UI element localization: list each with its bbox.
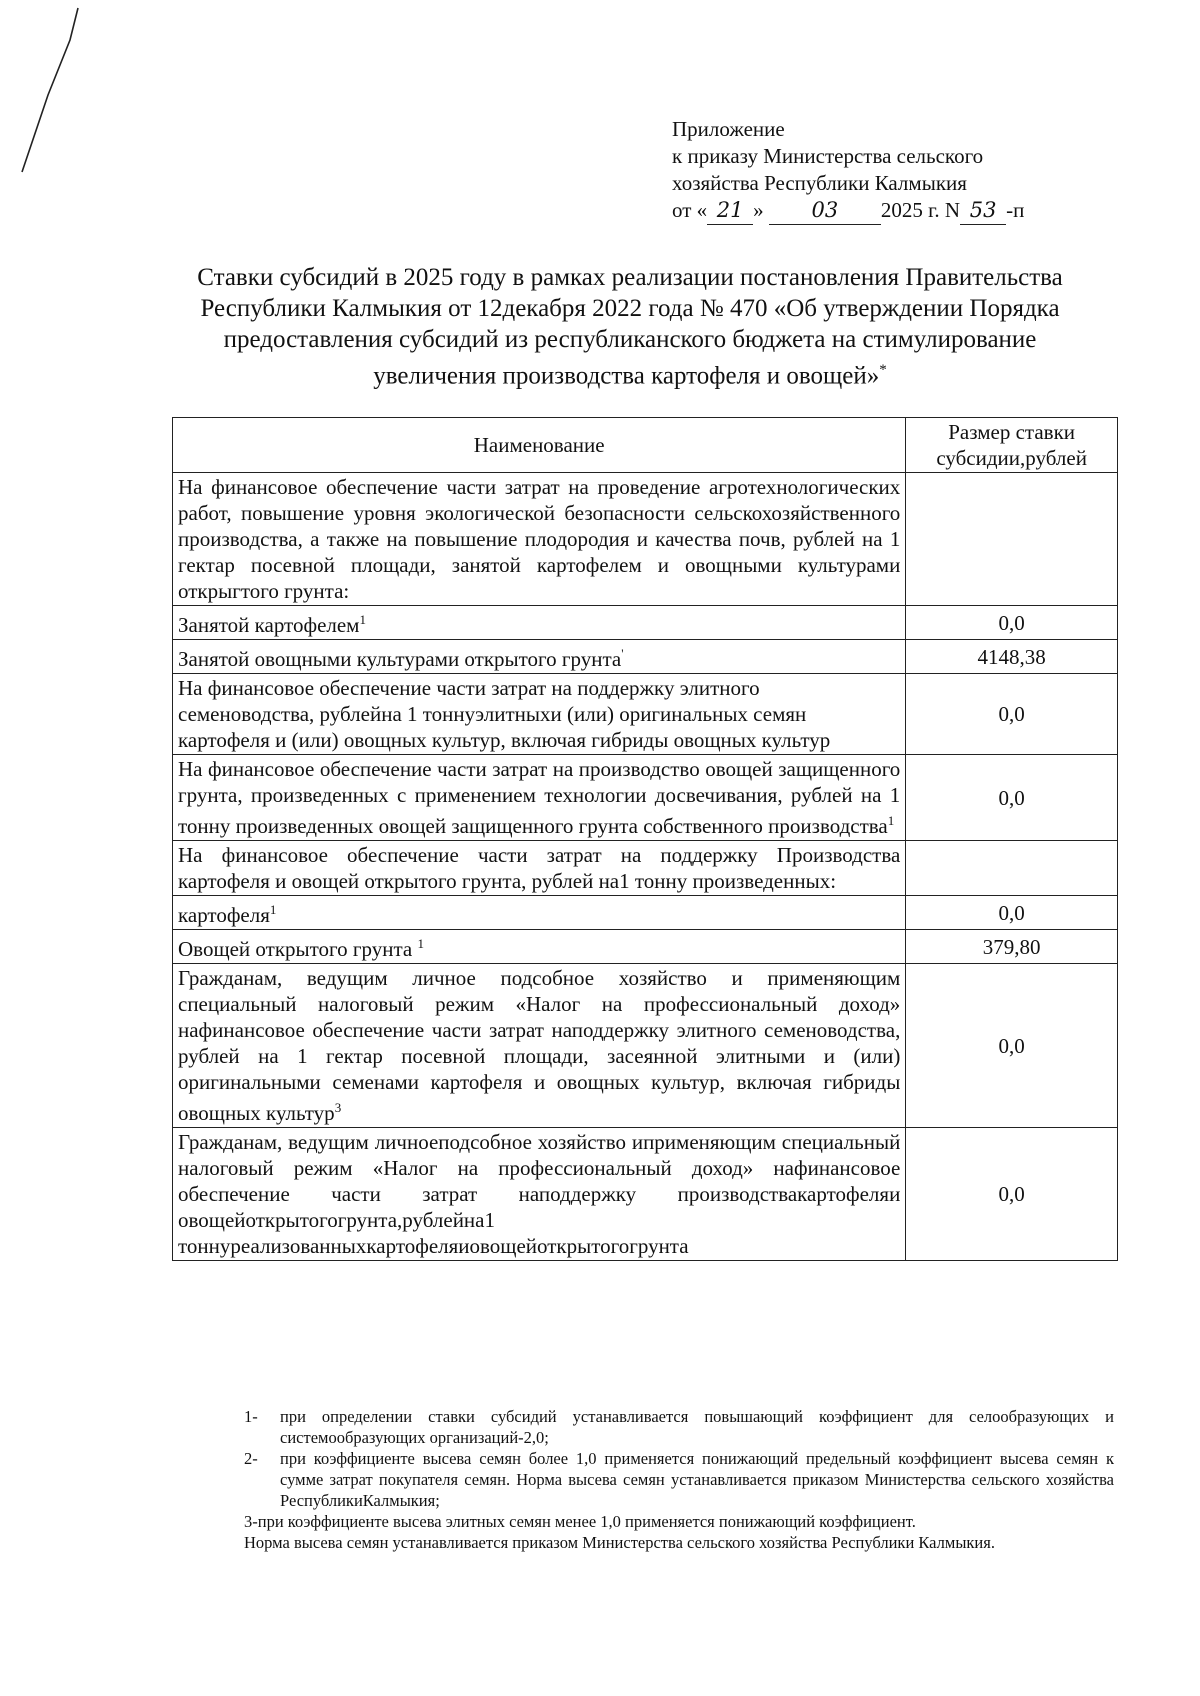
table-row	[173, 841, 1118, 896]
appendix-header	[672, 116, 1092, 225]
row-name: На финансовое обеспечение части затрат на проведение агротехнологических работ, повышение уровня экологической безопасности сельскохозяйственного производства, а также на повышение плодородия и качества почв, рублей на 1 гектар посевной площади, занятой картофелем и овощными культурами открыгтого грунта:	[173, 473, 906, 606]
row-name	[173, 896, 906, 930]
handwritten-day: 21	[707, 197, 753, 225]
appendix-line-1: Приложение	[672, 117, 785, 141]
footnote-ref: 1	[417, 936, 424, 951]
row-value: 0,0	[906, 674, 1118, 755]
table-row	[173, 1128, 1118, 1261]
order-suffix: -п	[1006, 198, 1025, 222]
row-value: 4148,38	[906, 640, 1118, 674]
date-year: 2025 г. N	[880, 198, 961, 222]
date-prefix: от «	[672, 198, 708, 222]
scan-artifact-line	[8, 0, 88, 180]
footnotes	[244, 1406, 1114, 1553]
appendix-line-3: хозяйства Республики Калмыкия	[672, 171, 967, 195]
table-row	[173, 640, 1118, 674]
title-text: Ставки субсидий в 2025 году в рамках реализации постановления Правительства Республики Калмыкия от 12декабря 2022 года № 470 «Об утверждении Порядка предоставления субсидий из республиканского бюджета на стимулирование увеличения производства картофеля и овощей»	[197, 264, 1063, 390]
row-name: На финансовое обеспечение части затрат на поддержку Производства картофеля и овощей открытого грунта, рублей на1 тонну произведенных:	[173, 841, 906, 896]
row-name	[173, 755, 906, 841]
row-value: 0,0	[906, 606, 1118, 640]
row-name	[173, 930, 906, 964]
table-row	[173, 755, 1118, 841]
row-name-text: картофеля	[178, 903, 270, 927]
footnote-number: 1-	[244, 1407, 258, 1426]
appendix-date-line	[672, 197, 1092, 225]
table-row	[173, 930, 1118, 964]
row-value: 379,80	[906, 930, 1118, 964]
table-row	[173, 473, 1118, 606]
footnote-number: 2-	[244, 1449, 258, 1468]
row-name	[173, 606, 906, 640]
document-title	[180, 262, 1080, 391]
row-value: 0,0	[906, 1128, 1118, 1261]
title-asterisk: *	[879, 362, 887, 378]
row-name-text: Гражданам, ведущим личное подсобное хозяйство и применяющим специальный налоговый режим «Налог на профессиональный доход» нафинансовое обеспечение части затрат наподдержку элитного семеноводства, рублей на 1 гектар посевной площади, засеянной элитными и (или) оригинальными семенами картофеля и овощных культур, включая гибриды овощных культур	[178, 966, 901, 1125]
header-value: Размер ставки субсидии,рублей	[906, 418, 1118, 473]
footnote-ref: 1	[269, 902, 277, 917]
appendix-line-2: к приказу Министерства сельского	[672, 144, 984, 168]
footnote-2	[244, 1448, 1114, 1511]
row-value	[906, 841, 1118, 896]
footnote-text: при определении ставки субсидий устанавливается повышающий коэффициент для селообразующих и системообразующих организаций-2,0;	[280, 1407, 1114, 1447]
row-value: 0,0	[906, 896, 1118, 930]
footnote-1	[244, 1406, 1114, 1448]
handwritten-month: 03	[769, 197, 881, 225]
date-mid: »	[753, 198, 764, 222]
table-header-row	[173, 418, 1118, 473]
row-name	[173, 640, 906, 674]
row-name-text: Овощей открытого грунта	[178, 937, 418, 961]
row-name	[173, 964, 906, 1128]
row-value: 0,0	[906, 964, 1118, 1128]
row-value	[906, 473, 1118, 606]
row-name-text: На финансовое обеспечение части затрат на производство овощей защищенного грунта, произведенных с применением технологии досвечивания, рублей на 1 тонну произведенных овощей защищенного грунта собственного производства	[178, 757, 901, 838]
row-name: На финансовое обеспечение части затрат на поддержку элитного семеноводства, рублейна 1 тоннуэлитныхи (или) оригинальных семян картофеля и (или) овощных культур, включая гибриды овощных культур	[173, 674, 906, 755]
footnote-3: 3-при коэффициенте высева элитных семян менее 1,0 применяется понижающий коэффициент.	[244, 1512, 916, 1531]
footnote-ref: 3	[334, 1100, 342, 1115]
table-row	[173, 964, 1118, 1128]
footnote-ref: 1	[359, 612, 366, 627]
footnote-4: Норма высева семян устанавливается приказом Министерства сельского хозяйства Республики Калмыкия.	[244, 1533, 995, 1552]
row-name-text: Занятой картофелем	[178, 613, 360, 637]
footnote-ref: 1	[887, 813, 895, 828]
footnote-text: при коэффициенте высева семян более 1,0 применяется понижающий предельный коэффициент высева семян к сумме затрат покупателя семян. Норма высева семян устанавливается приказом Министерства сельского хозяйства РеспубликиКалмыкия;	[280, 1449, 1114, 1510]
header-name: Наименование	[173, 418, 906, 473]
row-value: 0,0	[906, 755, 1118, 841]
row-name-text: Занятой овощными культурами открытого грунта	[178, 647, 622, 671]
row-name: Гражданам, ведущим личноеподсобное хозяйство иприменяющим специальный налоговый режим «Налог на профессиональный доход» нафинансовое обеспечение части затрат наподдержку производствакартофеляи овощейоткрытогогрунта,рублейна1 тоннуреализованныхкартофеляиовощейоткрытогогрунта	[173, 1128, 906, 1261]
table-row	[173, 896, 1118, 930]
subsidy-rates-table	[172, 417, 1118, 1261]
footnote-ref: '	[621, 646, 624, 661]
handwritten-order-number: 53	[960, 197, 1006, 225]
table-row	[173, 606, 1118, 640]
table-row	[173, 674, 1118, 755]
